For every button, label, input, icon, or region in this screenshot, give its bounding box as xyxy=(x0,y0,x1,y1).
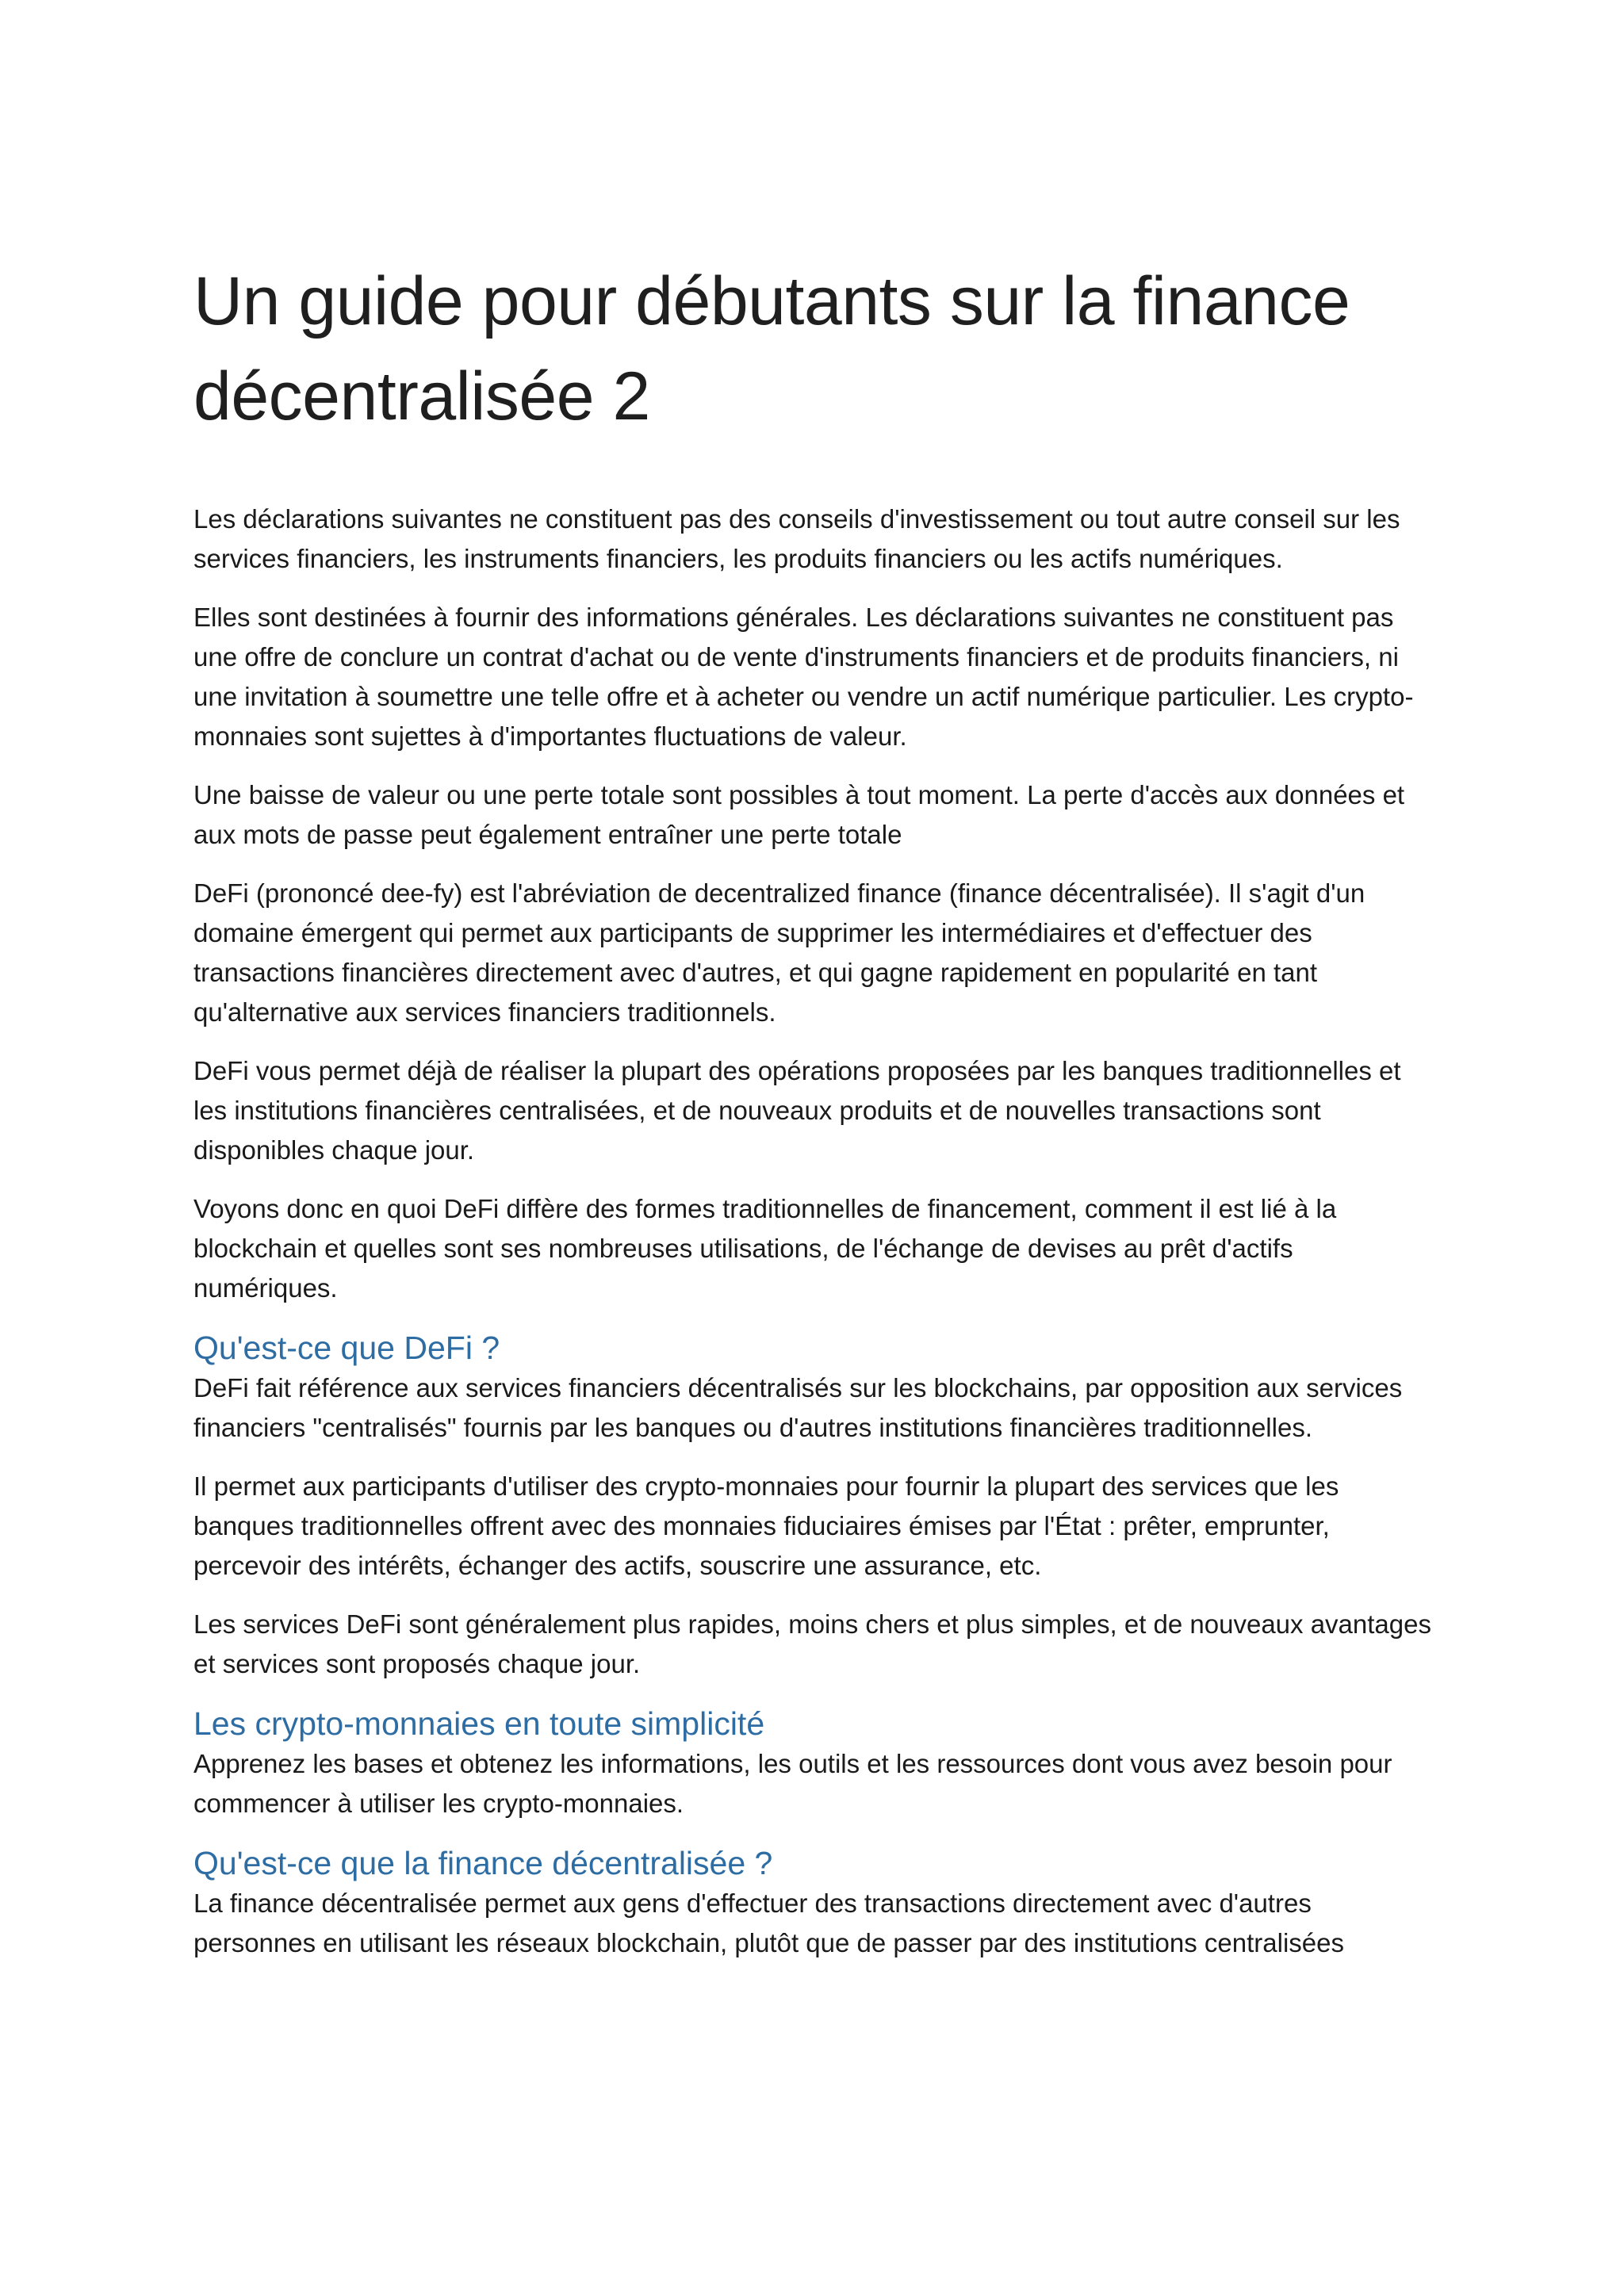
section-paragraph: Il permet aux participants d'utiliser des crypto-monnaies pour fournir la plupart des services que les banques traditionnelles offrent avec des monnaies fiduciaires émises par l'État : prêter, emprunter, percevoir des intérêts, échanger des actifs, souscrire une assurance, etc. xyxy=(193,1471,1339,1580)
section-heading-crypto-simplicity: Les crypto-monnaies en toute simplicité xyxy=(193,1705,765,1742)
section-heading-what-is-decentralized-finance: Qu'est-ce que la finance décentralisée ? xyxy=(193,1845,773,1881)
section-paragraph: Les services DeFi sont généralement plus rapides, moins chers et plus simples, et de nouveaux avantages et services sont proposés chaque jour. xyxy=(193,1609,1431,1678)
document-body xyxy=(193,499,1438,1982)
section-paragraph: La finance décentralisée permet aux gens d'effectuer des transactions directement avec d'autres personnes en utilisant les réseaux blockchain, plutôt que de passer par des institutions centralisées xyxy=(193,1888,1345,1957)
intro-paragraph: Les déclarations suivantes ne constituent pas des conseils d'investissement ou tout autre conseil sur les services financiers, les instruments financiers, les produits financiers ou les actifs numériques. xyxy=(193,504,1400,573)
intro-paragraph: Elles sont destinées à fournir des informations générales. Les déclarations suivantes ne constituent pas une offre de conclure un contrat d'achat ou de vente d'instruments financiers et de produits financiers, ni une invitation à soumettre une telle offre et à acheter ou vendre un actif numérique particulier. Les crypto-monnaies sont sujettes à d'importantes fluctuations de valeur. xyxy=(193,603,1414,751)
section-paragraph: Apprenez les bases et obtenez les informations, les outils et les ressources dont vous avez besoin pour commencer à utiliser les crypto-monnaies. xyxy=(193,1749,1392,1818)
intro-paragraph: Voyons donc en quoi DeFi diffère des formes traditionnelles de financement, comment il est lié à la blockchain et quelles sont ses nombreuses utilisations, de l'échange de devises au prêt d'actifs numériques. xyxy=(193,1194,1337,1303)
document-title: Un guide pour débutants sur la finance décentralisée 2 xyxy=(193,263,1350,434)
intro-paragraph: DeFi (prononcé dee-fy) est l'abréviation de decentralized finance (finance décentralisée). Il s'agit d'un domaine émergent qui permet aux participants de supprimer les intermédiaires et d'effectuer des transactions financières directement avec d'autres, et qui gagne rapidement en popularité en tant qu'alternative aux services financiers traditionnels. xyxy=(193,878,1365,1027)
intro-paragraph: DeFi vous permet déjà de réaliser la plupart des opérations proposées par les banques traditionnelles et les institutions financières centralisées, et de nouveaux produits et de nouvelles transactions sont disponibles chaque jour. xyxy=(193,1056,1401,1165)
section-paragraph: DeFi fait référence aux services financiers décentralisés sur les blockchains, par opposition aux services financiers "centralisés" fournis par les banques ou d'autres institutions financières traditionnelles. xyxy=(193,1373,1403,1442)
section-heading-what-is-defi: Qu'est-ce que DeFi ? xyxy=(193,1330,500,1366)
intro-paragraph: Une baisse de valeur ou une perte totale sont possibles à tout moment. La perte d'accès aux données et aux mots de passe peut également entraîner une perte totale xyxy=(193,780,1405,849)
